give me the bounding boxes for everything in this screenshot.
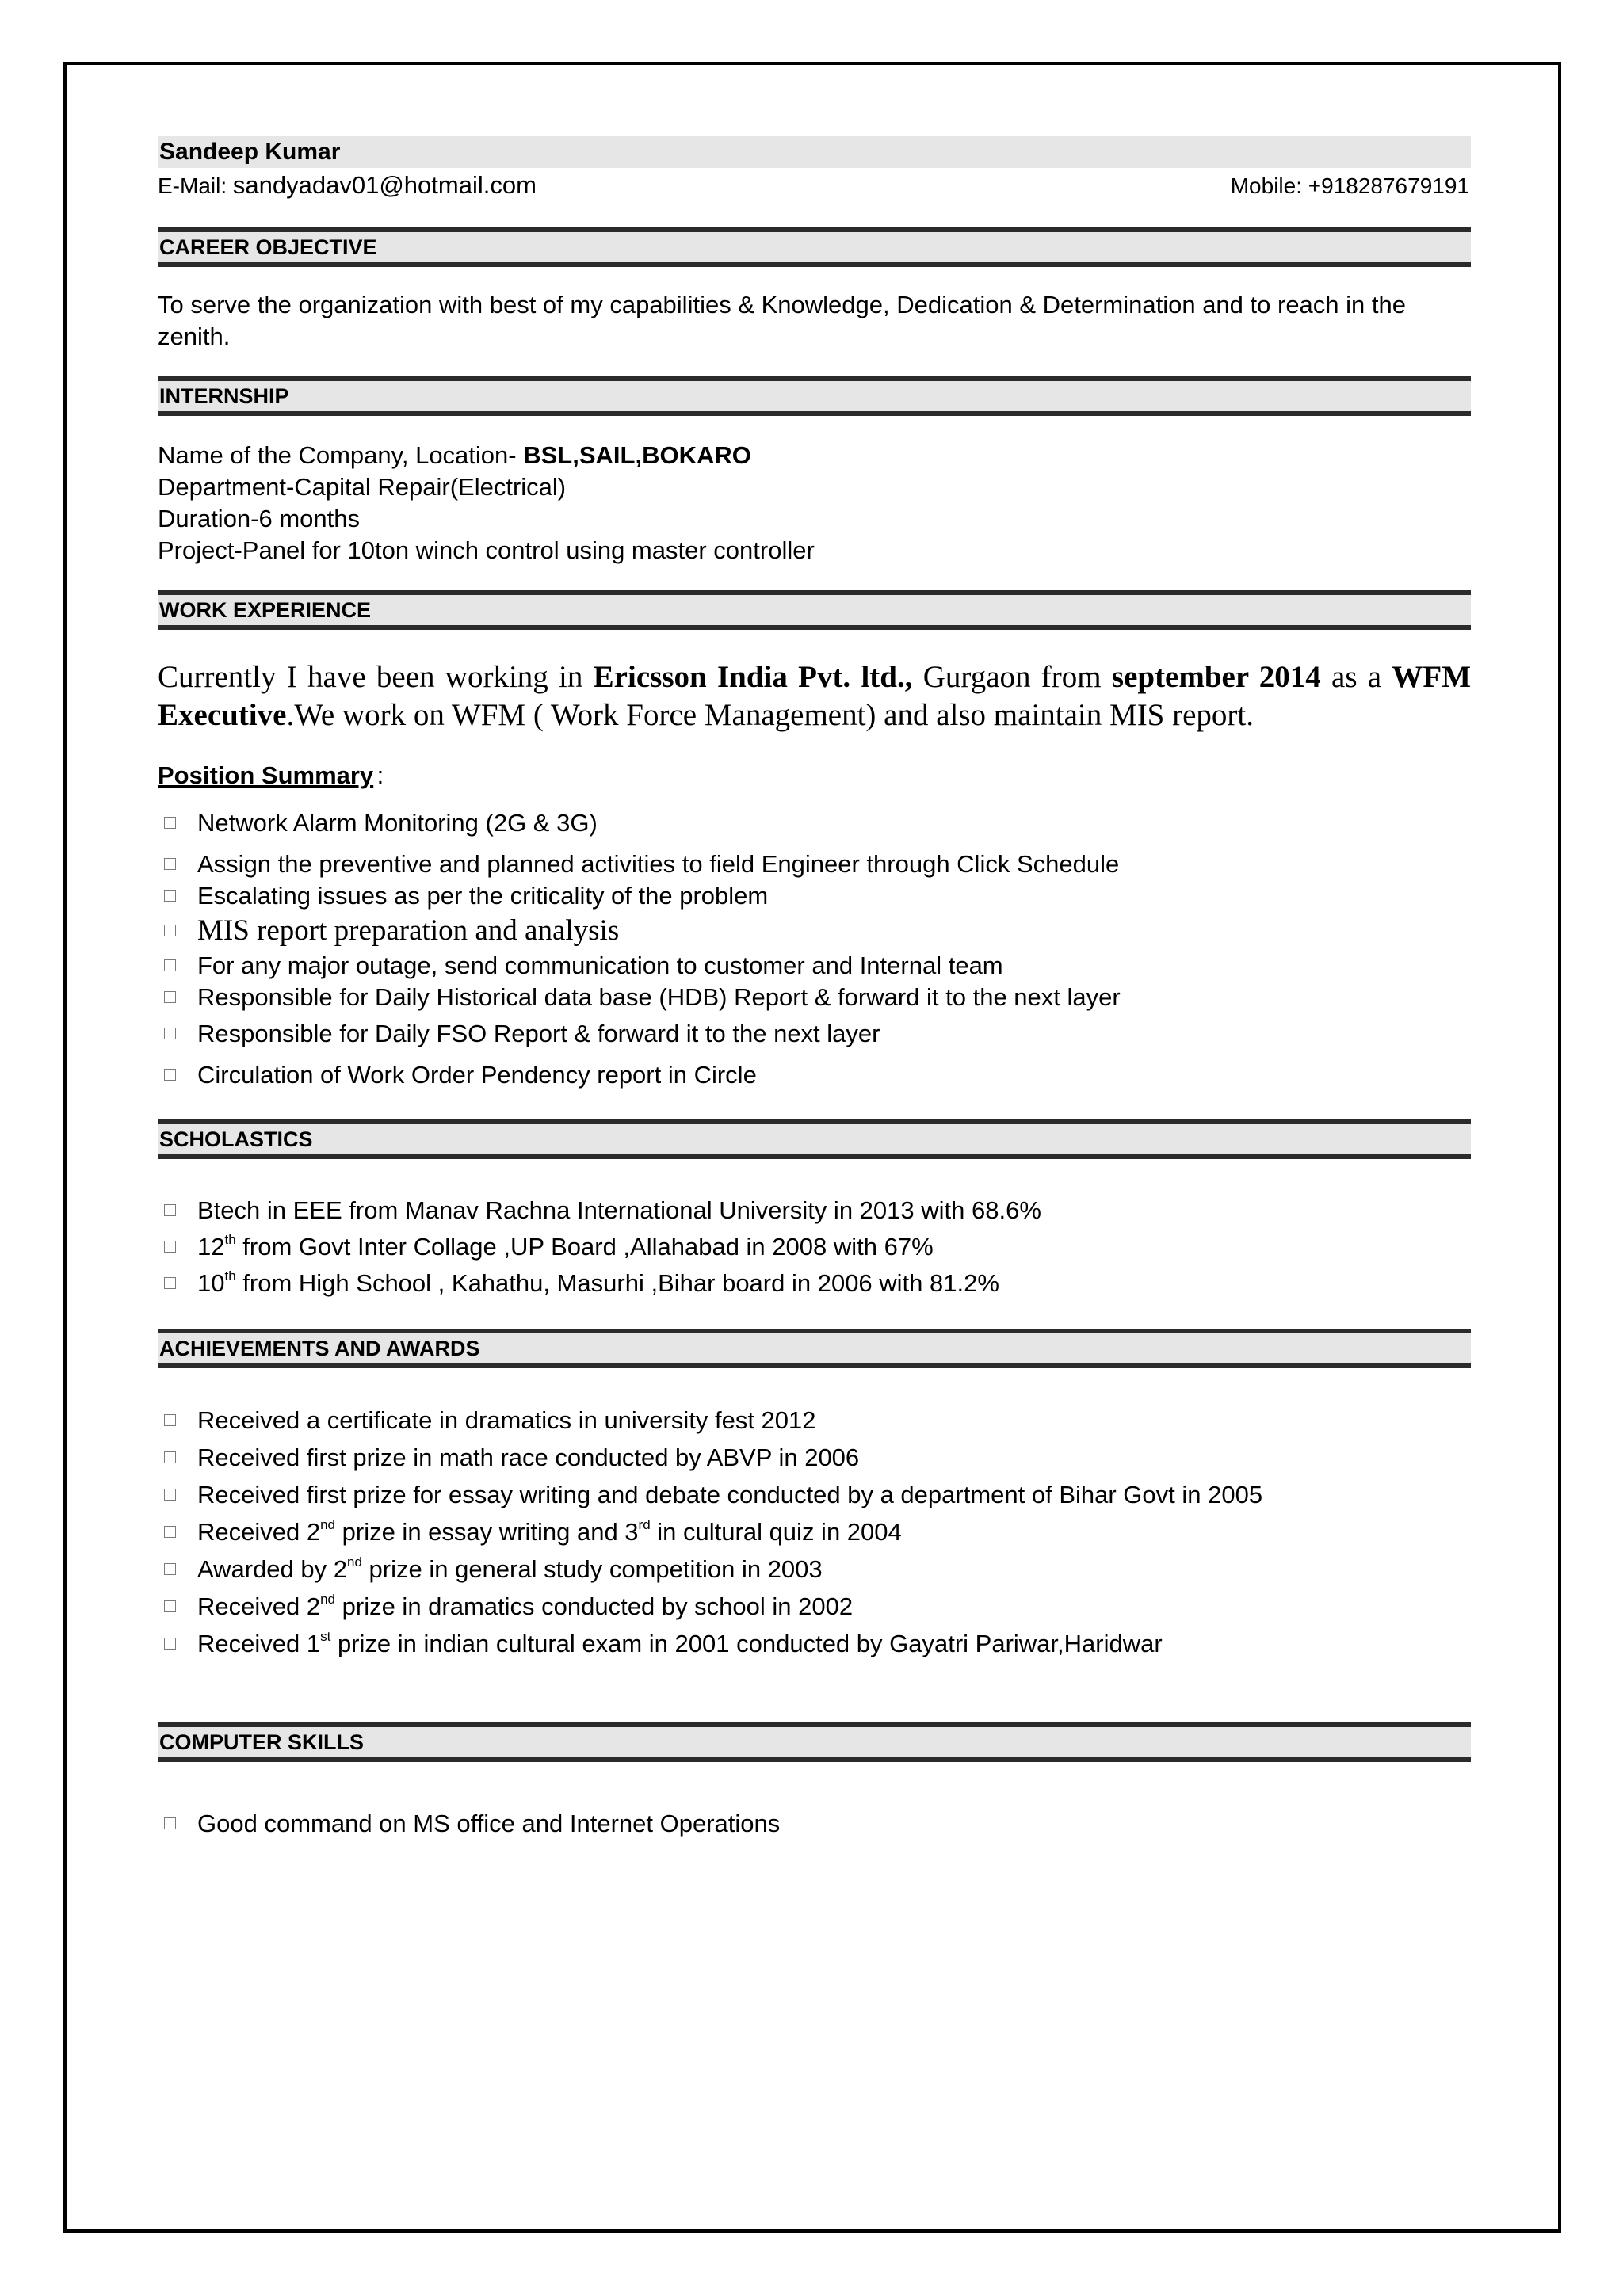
position-summary-heading: Position Summary :: [158, 761, 384, 789]
checkbox-bullet-icon: [164, 1028, 176, 1039]
list-item: Received a certificate in dramatics in university fest 2012: [158, 1402, 1471, 1439]
section-computer-skills: COMPUTER SKILLS: [158, 1722, 1471, 1762]
list-item: 10th from High School , Kahathu, Masurhi ,Bihar board in 2006 with 81.2%: [158, 1265, 1471, 1302]
checkbox-bullet-icon: [164, 817, 176, 829]
checkbox-bullet-icon: [164, 1817, 176, 1829]
list-item: Received 2nd prize in essay writing and 3rd in cultural quiz in 2004: [158, 1513, 1471, 1550]
resume: [158, 136, 1471, 1840]
internship-project: Project-Panel for 10ton winch control using master controller: [158, 536, 815, 564]
list-item: 12th from Govt Inter Collage ,UP Board ,Allahabad in 2008 with 67%: [158, 1229, 1471, 1265]
checkbox-bullet-icon: [164, 1277, 176, 1289]
checkbox-bullet-icon: [164, 858, 176, 870]
scholastics-list: [158, 1192, 1471, 1302]
list-item: Received first prize for essay writing and debate conducted by a department of Bihar Govt in 2005: [158, 1476, 1471, 1513]
checkbox-bullet-icon: [164, 925, 176, 936]
checkbox-bullet-icon: [164, 1638, 176, 1650]
work-experience-text: Currently I have been working in Ericsson India Pvt. ltd., Gurgaon from september 2014 as a WFM Executive.We work on WFM ( Work Force Management) and also maintain MIS report.: [158, 660, 1472, 732]
list-item: Received first prize in math race conducted by ABVP in 2006: [158, 1439, 1471, 1476]
list-item: Received 1st prize in indian cultural exam in 2001 conducted by Gayatri Pariwar,Haridwar: [158, 1625, 1471, 1662]
section-scholastics: SCHOLASTICS: [158, 1119, 1471, 1159]
checkbox-bullet-icon: [164, 1069, 176, 1081]
list-item: MIS report preparation and analysis: [158, 912, 1471, 950]
checkbox-bullet-icon: [164, 959, 176, 971]
section-work-experience: WORK EXPERIENCE: [158, 590, 1471, 630]
checkbox-bullet-icon: [164, 1204, 176, 1216]
list-item: Escalating issues as per the criticality of the problem: [158, 880, 1471, 912]
section-internship: INTERNSHIP: [158, 376, 1471, 416]
list-item: Responsible for Daily FSO Report & forward it to the next layer: [158, 1018, 1471, 1050]
email-line: [158, 171, 537, 200]
list-item: Responsible for Daily Historical data base (HDB) Report & forward it to the next layer: [158, 982, 1471, 1013]
checkbox-bullet-icon: [164, 1600, 176, 1612]
section-career-objective: CAREER OBJECTIVE: [158, 227, 1471, 267]
list-item: Awarded by 2nd prize in general study competition in 2003: [158, 1550, 1471, 1588]
checkbox-bullet-icon: [164, 890, 176, 902]
list-item: Network Alarm Monitoring (2G & 3G): [158, 807, 1471, 839]
checkbox-bullet-icon: [164, 1241, 176, 1253]
computer-skills-list: [158, 1808, 1471, 1840]
internship-company: Name of the Company, Location- BSL,SAIL,BOKARO: [158, 441, 751, 469]
internship-department: Department-Capital Repair(Electrical): [158, 473, 567, 501]
checkbox-bullet-icon: [164, 1563, 176, 1575]
candidate-name: Sandeep Kumar: [158, 136, 1471, 168]
checkbox-bullet-icon: [164, 1414, 176, 1426]
checkbox-bullet-icon: [164, 991, 176, 1003]
position-summary-list: [158, 807, 1471, 1091]
email-address: sandyadav01@hotmail.com: [232, 171, 537, 199]
list-item: Good command on MS office and Internet Operations: [158, 1808, 1471, 1840]
achievements-list: [158, 1402, 1471, 1662]
list-item: Circulation of Work Order Pendency report in Circle: [158, 1059, 1471, 1091]
career-objective-text: To serve the organization with best of my capabilities & Knowledge, Dedication & Determination and to reach in the zenith.: [158, 291, 1406, 350]
list-item: Assign the preventive and planned activities to field Engineer through Click Schedule: [158, 849, 1471, 880]
list-item: Received 2nd prize in dramatics conducted by school in 2002: [158, 1588, 1471, 1625]
list-item: For any major outage, send communication to customer and Internal team: [158, 950, 1471, 982]
contact-row: [158, 171, 1471, 206]
internship-duration: Duration-6 months: [158, 505, 361, 532]
email-label: E-Mail:: [158, 174, 227, 198]
checkbox-bullet-icon: [164, 1451, 176, 1463]
checkbox-bullet-icon: [164, 1489, 176, 1501]
internship-details: [158, 440, 1471, 566]
section-achievements: ACHIEVEMENTS AND AWARDS: [158, 1329, 1471, 1368]
mobile-number: Mobile: +918287679191: [1230, 174, 1469, 198]
checkbox-bullet-icon: [164, 1526, 176, 1538]
list-item: Btech in EEE from Manav Rachna International University in 2013 with 68.6%: [158, 1192, 1471, 1229]
